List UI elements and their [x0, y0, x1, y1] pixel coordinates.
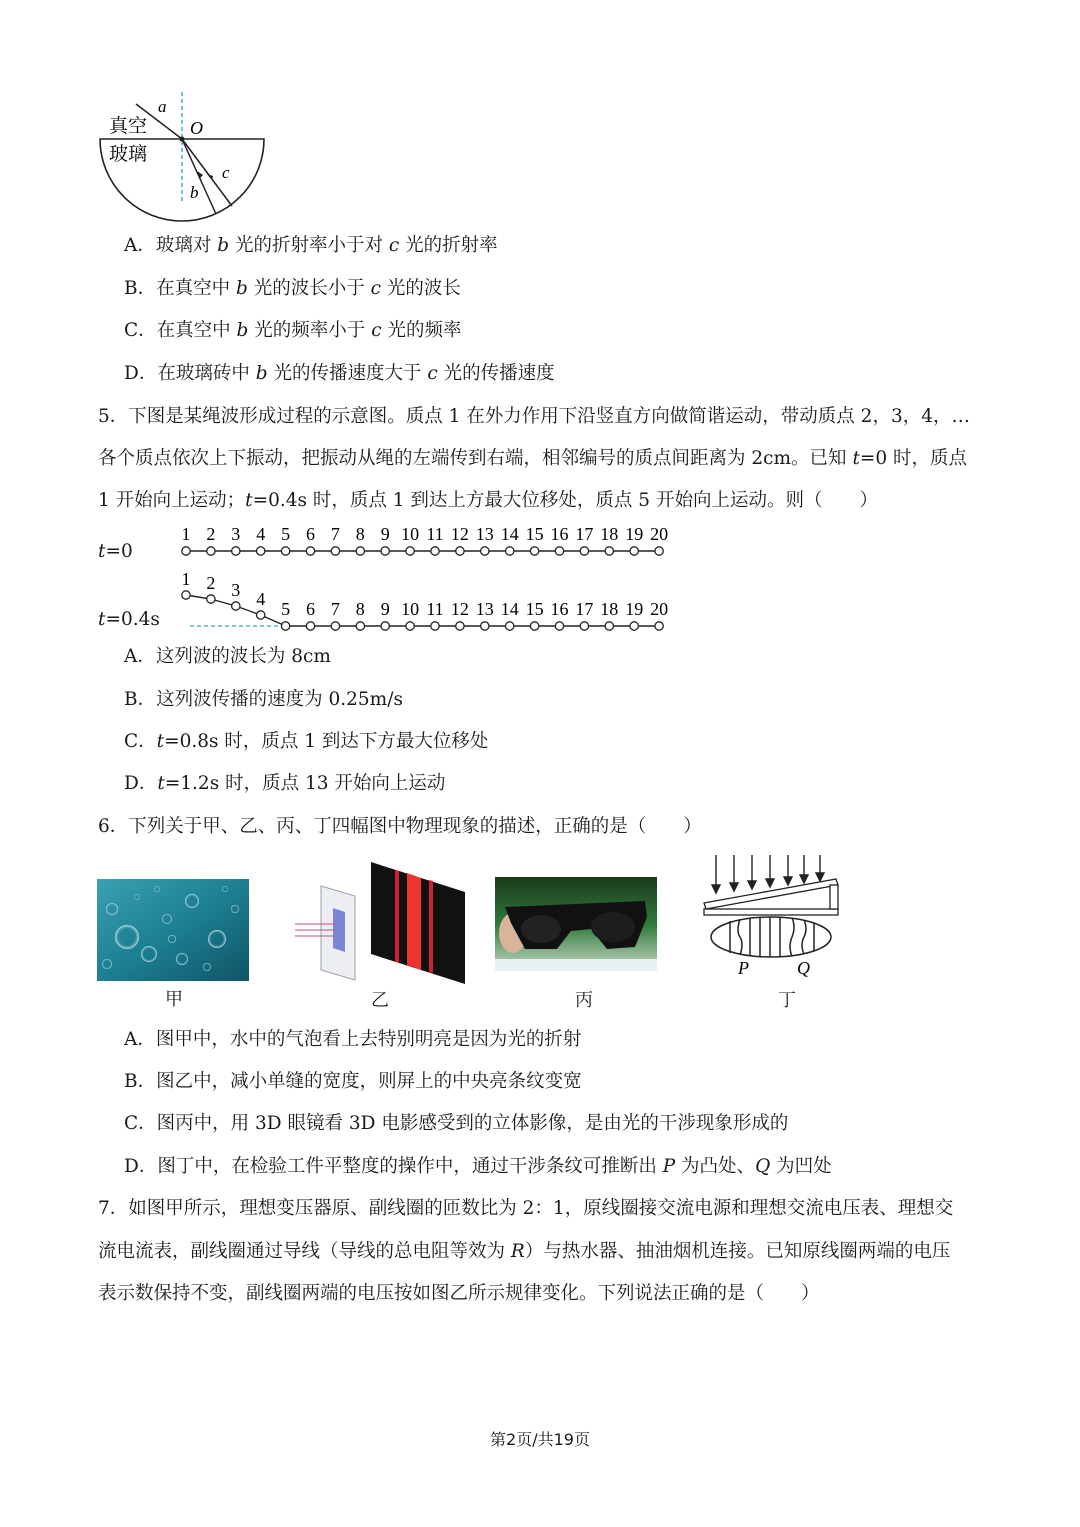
particle-t0 [257, 547, 265, 555]
particle-t04 [207, 595, 215, 603]
particle-number-t0: 10 [401, 524, 420, 544]
particle-number-t04: 7 [330, 599, 340, 619]
row-t0-label: t=0 [98, 541, 133, 562]
particle-t0 [281, 547, 289, 555]
particle-number-t04: 6 [306, 599, 315, 619]
q6-option-c: C．图丙中，用 3D 眼镜看 3D 电影感受到的立体影像，是由光的干涉现象形成的 [124, 1113, 789, 1134]
particle-t04 [356, 622, 364, 630]
label-O: O [190, 118, 203, 138]
particle-t04 [431, 622, 439, 630]
option-d: D．在玻璃砖中 b 光的传播速度大于 c 光的传播速度 [124, 363, 555, 384]
particle-t04 [456, 622, 464, 630]
particle-t0 [431, 547, 439, 555]
particle-t04 [655, 622, 663, 630]
particle-t0 [655, 547, 663, 555]
particle-t0 [630, 547, 638, 555]
particle-number-t0: 9 [380, 524, 390, 544]
particle-number-t0: 1 [181, 524, 191, 544]
caption-bing: 丙 [575, 990, 593, 1011]
particle-number-t04: 9 [380, 599, 390, 619]
particle-t0 [406, 547, 414, 555]
refraction-figure [96, 92, 271, 224]
q5-line-2: 各个质点依次上下振动，把振动从绳的左端传到右端，相邻编号的质点间距离为 2cm。已知 t=0 时，质点 [98, 448, 968, 469]
particle-number-t0: 4 [256, 524, 266, 544]
q5-line-1: 5．下图是某绳波形成过程的示意图。质点 1 在外力作用下沿竖直方向做简谐运动，带动质点 2，3，4，… [98, 406, 970, 427]
particle-t0 [555, 547, 563, 555]
particle-t0 [381, 547, 389, 555]
particle-number-t0: 14 [500, 524, 519, 544]
particle-number-t0: 8 [355, 524, 365, 544]
particle-number-t0: 5 [281, 524, 291, 544]
particle-t04 [306, 622, 314, 630]
picture-yi-single-slit [295, 862, 467, 984]
particle-number-t04: 17 [575, 599, 594, 619]
particle-t0 [530, 547, 538, 555]
particle-t0 [456, 547, 464, 555]
q7-line-1: 7．如图甲所示，理想变压器原、副线圈的匝数比为 2：1，原线圈接交流电源和理想交流电压表、理想交 [98, 1198, 954, 1219]
particle-t0 [306, 547, 314, 555]
q7-line-2: 流电流表，副线圈通过导线（导线的总电阻等效为 R）与热水器、抽油烟机连接。已知原线圈两端的电压 [98, 1241, 951, 1262]
q6-option-b: B．图乙中，减小单缝的宽度，则屏上的中央亮条纹变宽 [124, 1071, 582, 1092]
option-c: C．在真空中 b 光的频率小于 c 光的频率 [124, 320, 462, 341]
particle-t04 [331, 622, 339, 630]
caption-yi: 乙 [371, 990, 389, 1011]
particle-number-t04: 14 [500, 599, 519, 619]
q6-option-d: D．图丁中，在检验工件平整度的操作中，通过干涉条纹可推断出 P 为凸处、Q 为凹处 [124, 1156, 832, 1177]
q6-stem: 6．下列关于甲、乙、丙、丁四幅图中物理现象的描述，正确的是（ ） [98, 816, 702, 837]
particle-t04 [555, 622, 563, 630]
particle-number-t0: 15 [525, 524, 544, 544]
q5-option-d: D．t=1.2s 时，质点 13 开始向上运动 [124, 773, 446, 794]
label-P: P [738, 958, 749, 977]
rope-wave-figure [170, 520, 680, 635]
particle-t04 [182, 591, 190, 599]
particle-number-t0: 16 [550, 524, 569, 544]
particle-t04 [530, 622, 538, 630]
particle-t04 [406, 622, 414, 630]
particle-t0 [356, 547, 364, 555]
particle-number-t04: 3 [231, 580, 241, 600]
particle-t04 [580, 622, 588, 630]
label-glass: 玻璃 [109, 143, 148, 165]
picture-jia-bubbles [97, 879, 249, 981]
particle-number-t04: 8 [355, 599, 365, 619]
picture-ding-wedge-interference [700, 853, 842, 977]
particle-t04 [232, 602, 240, 610]
q6-option-a: A．图甲中，水中的气泡看上去特别明亮是因为光的折射 [124, 1029, 582, 1050]
label-a: a [158, 97, 167, 116]
particle-t04 [605, 622, 613, 630]
particle-number-t04: 5 [281, 599, 291, 619]
label-Q: Q [797, 958, 810, 977]
particle-t0 [331, 547, 339, 555]
option-b: B．在真空中 b 光的波长小于 c 光的波长 [124, 278, 461, 299]
particle-t0 [182, 547, 190, 555]
particle-number-t0: 20 [650, 524, 669, 544]
particle-t0 [207, 547, 215, 555]
label-b: b [190, 183, 199, 202]
label-c: c [222, 163, 230, 182]
particle-number-t0: 6 [306, 524, 315, 544]
particle-number-t04: 1 [181, 569, 191, 589]
q5-option-a: A．这列波的波长为 8cm [124, 646, 331, 667]
particle-number-t0: 3 [231, 524, 241, 544]
particle-t04 [630, 622, 638, 630]
q5-line-3: 1 开始向上运动；t=0.4s 时，质点 1 到达上方最大位移处，质点 5 开始向上运动。则（ ） [98, 490, 878, 511]
particle-number-t04: 4 [256, 589, 266, 609]
particle-t04 [481, 622, 489, 630]
caption-jia: 甲 [165, 989, 183, 1010]
particle-t04 [506, 622, 514, 630]
caption-ding: 丁 [778, 990, 796, 1011]
particle-number-t04: 10 [401, 599, 420, 619]
q5-option-b: B．这列波传播的速度为 0.25m/s [124, 689, 403, 710]
particle-number-t0: 11 [426, 524, 444, 544]
particle-number-t04: 13 [475, 599, 494, 619]
particle-number-t0: 17 [575, 524, 594, 544]
particle-number-t04: 2 [206, 573, 216, 593]
particle-t04 [381, 622, 389, 630]
particle-t04 [257, 611, 265, 619]
picture-bing-3d-glasses [495, 877, 657, 971]
particle-number-t04: 19 [625, 599, 644, 619]
page-footer: 第2页/共19页 [490, 1430, 590, 1449]
particle-number-t0: 12 [450, 524, 469, 544]
q5-option-c: C．t=0.8s 时，质点 1 到达下方最大位移处 [124, 731, 489, 752]
particle-number-t0: 19 [625, 524, 644, 544]
particle-t0 [580, 547, 588, 555]
particle-t0 [506, 547, 514, 555]
option-a: A．玻璃对 b 光的折射率小于对 c 光的折射率 [124, 235, 498, 256]
particle-number-t0: 13 [475, 524, 494, 544]
particle-t0 [481, 547, 489, 555]
particle-number-t04: 11 [426, 599, 444, 619]
particle-number-t04: 20 [650, 599, 669, 619]
label-vacuum: 真空 [109, 115, 148, 137]
particle-number-t04: 16 [550, 599, 569, 619]
particle-t0 [605, 547, 613, 555]
particle-t0 [232, 547, 240, 555]
particle-number-t0: 2 [206, 524, 216, 544]
particle-number-t0: 18 [600, 524, 619, 544]
row-t04-label: t=0.4s [98, 609, 160, 630]
particle-t04 [281, 622, 289, 630]
particle-number-t0: 7 [330, 524, 340, 544]
q7-line-3: 表示数保持不变，副线圈两端的电压按如图乙所示规律变化。下列说法正确的是（ ） [98, 1283, 820, 1304]
particle-number-t04: 12 [450, 599, 469, 619]
particle-number-t04: 15 [525, 599, 544, 619]
particle-number-t04: 18 [600, 599, 619, 619]
